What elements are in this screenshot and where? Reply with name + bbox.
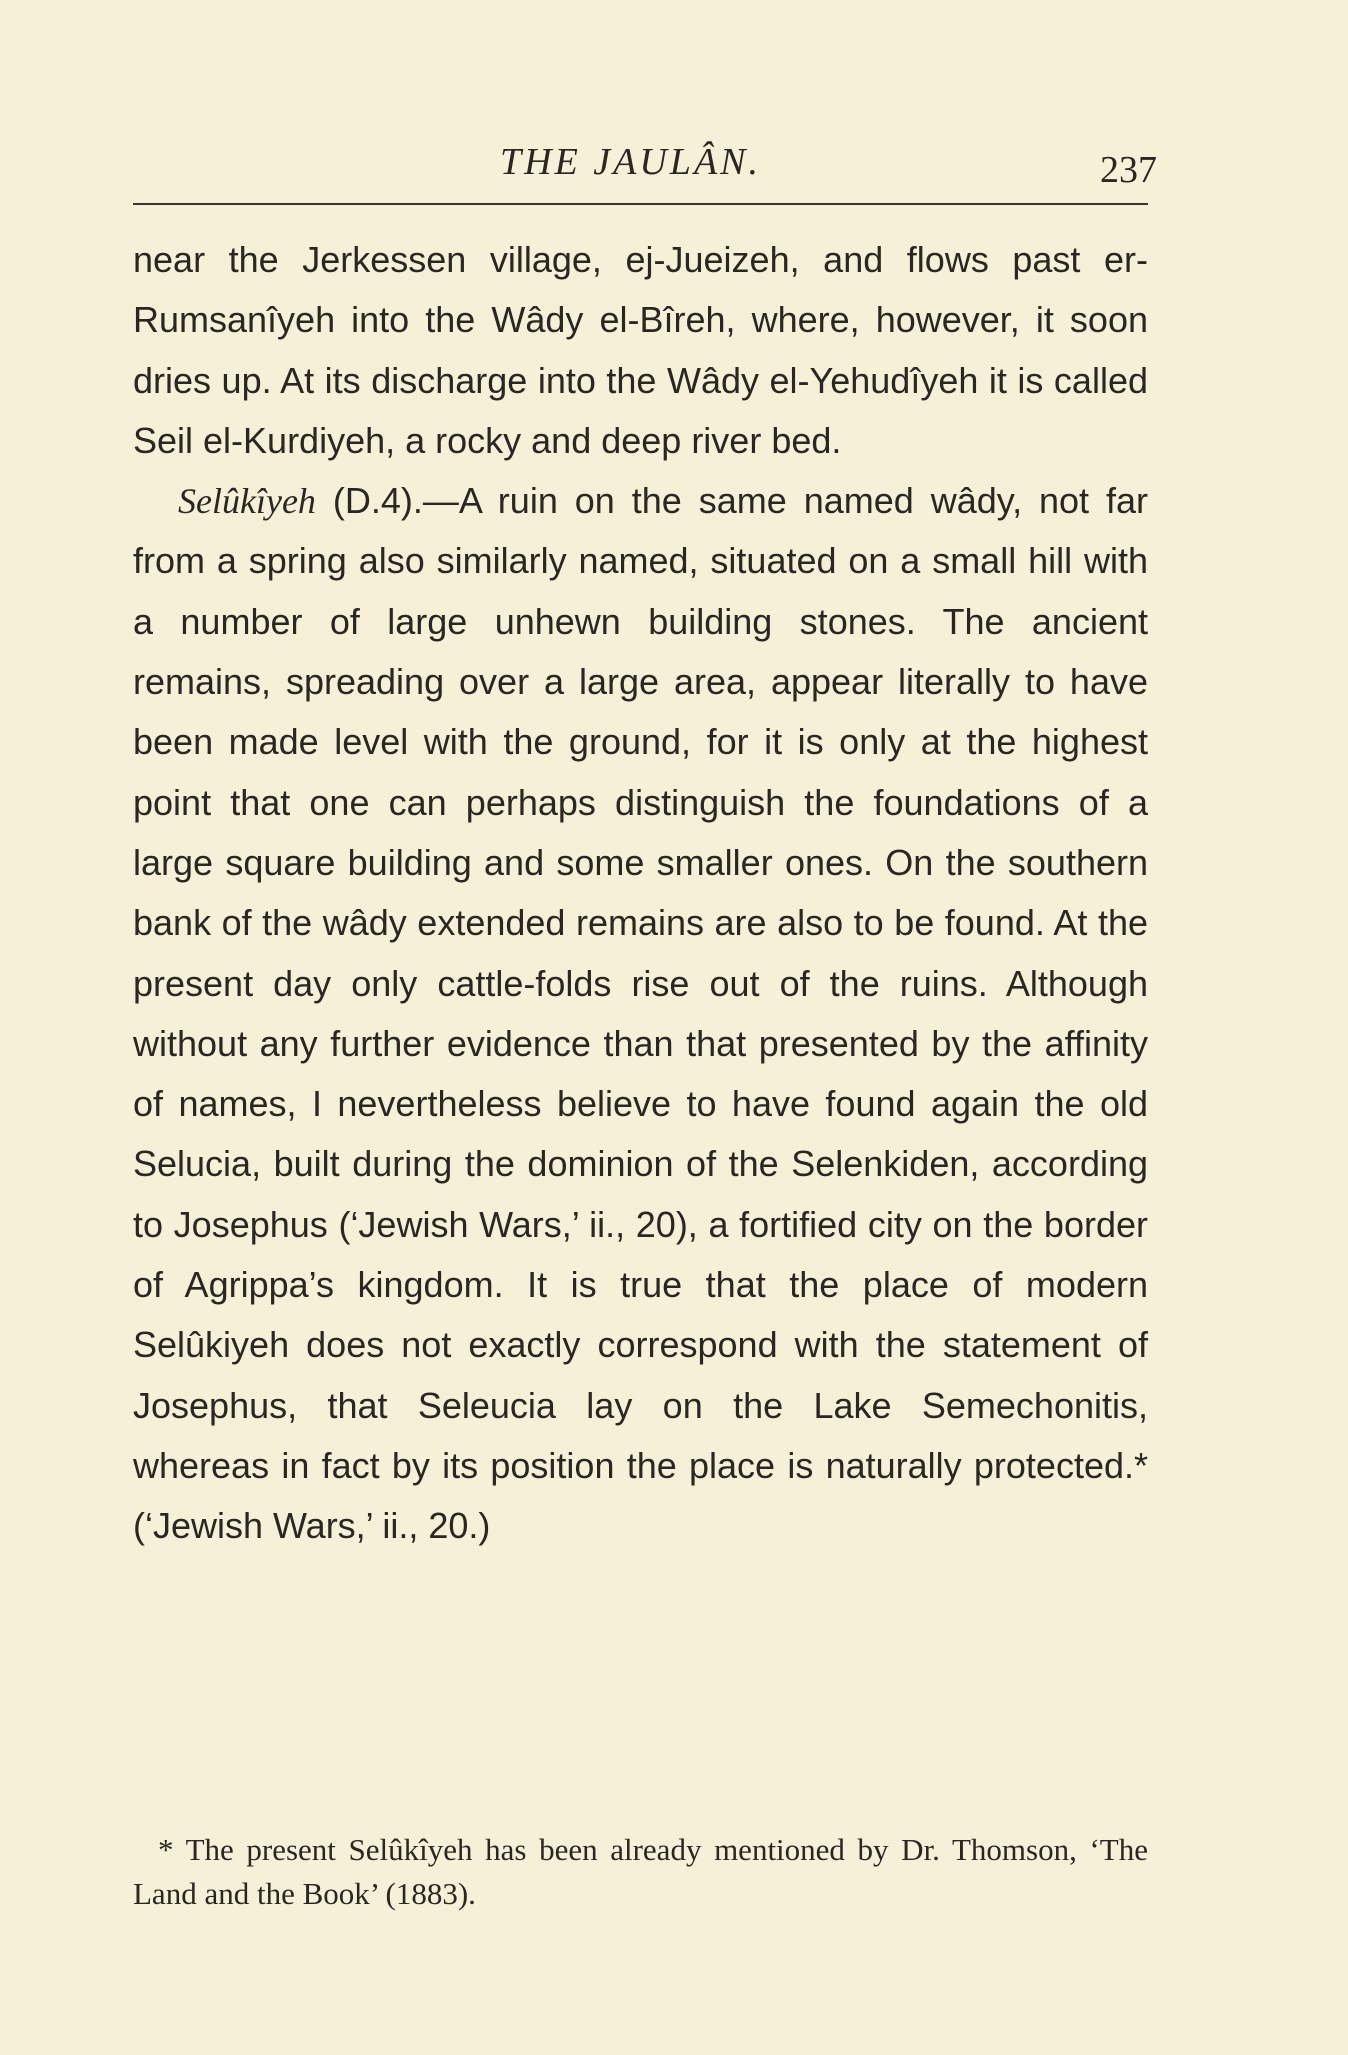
paragraph-1: near the Jerkessen village, ej-Jueizeh, and flows past er-Rumsanîyeh into the Wâdy el-Bîreh, where, however, it soon dries up. At its discharge into the Wâdy el-Yehudîyeh it is called Seil el-Kurdiyeh, a rocky and deep river bed. bbox=[133, 239, 1148, 461]
running-head bbox=[0, 140, 1348, 190]
paragraph-2-text: (D.4).—A ruin on the same named wâdy, not far from a spring also similarly named, situated on a small hill with a number of large unhewn building stones. The ancient remains, spreading over a large area, appear literally to have been made level with the ground, for it is only at the highest point that one can perhaps distinguish the foundations of a large square building and some smaller ones. On the southern bank of the wâdy extended remains are also to be found. At the present day only cattle-folds rise out of the ruins. Although without any further evidence than that presented by the affinity of names, I nevertheless believe to have found again the old Selucia, built during the dominion of the Selenkiden, according to Josephus (‘Jewish Wars,’ ii., 20), a fortified city on the border of Agrippa’s kingdom. It is true that the place of modern Selûkiyeh does not exactly correspond with the statement of Josephus, that Seleucia lay on the Lake Semechonitis, whereas in fact by its position the place is naturally protected.* (‘Jewish Wars,’ ii., 20.) bbox=[133, 480, 1148, 1547]
paragraph-2 bbox=[133, 471, 1148, 1556]
place-name: Selûkîyeh bbox=[178, 481, 316, 522]
footnote-text: The present Selûkîyeh has been already mentioned by Dr. Thomson, ‘The Land and the Book’ (1883). bbox=[133, 1832, 1148, 1911]
header-rule bbox=[133, 203, 1148, 205]
running-title: THE JAULÂN. bbox=[500, 141, 761, 183]
body-text bbox=[133, 230, 1148, 1557]
page-number: 237 bbox=[1100, 149, 1157, 191]
footnote bbox=[133, 1828, 1148, 1916]
footnote-mark: * bbox=[158, 1832, 174, 1867]
